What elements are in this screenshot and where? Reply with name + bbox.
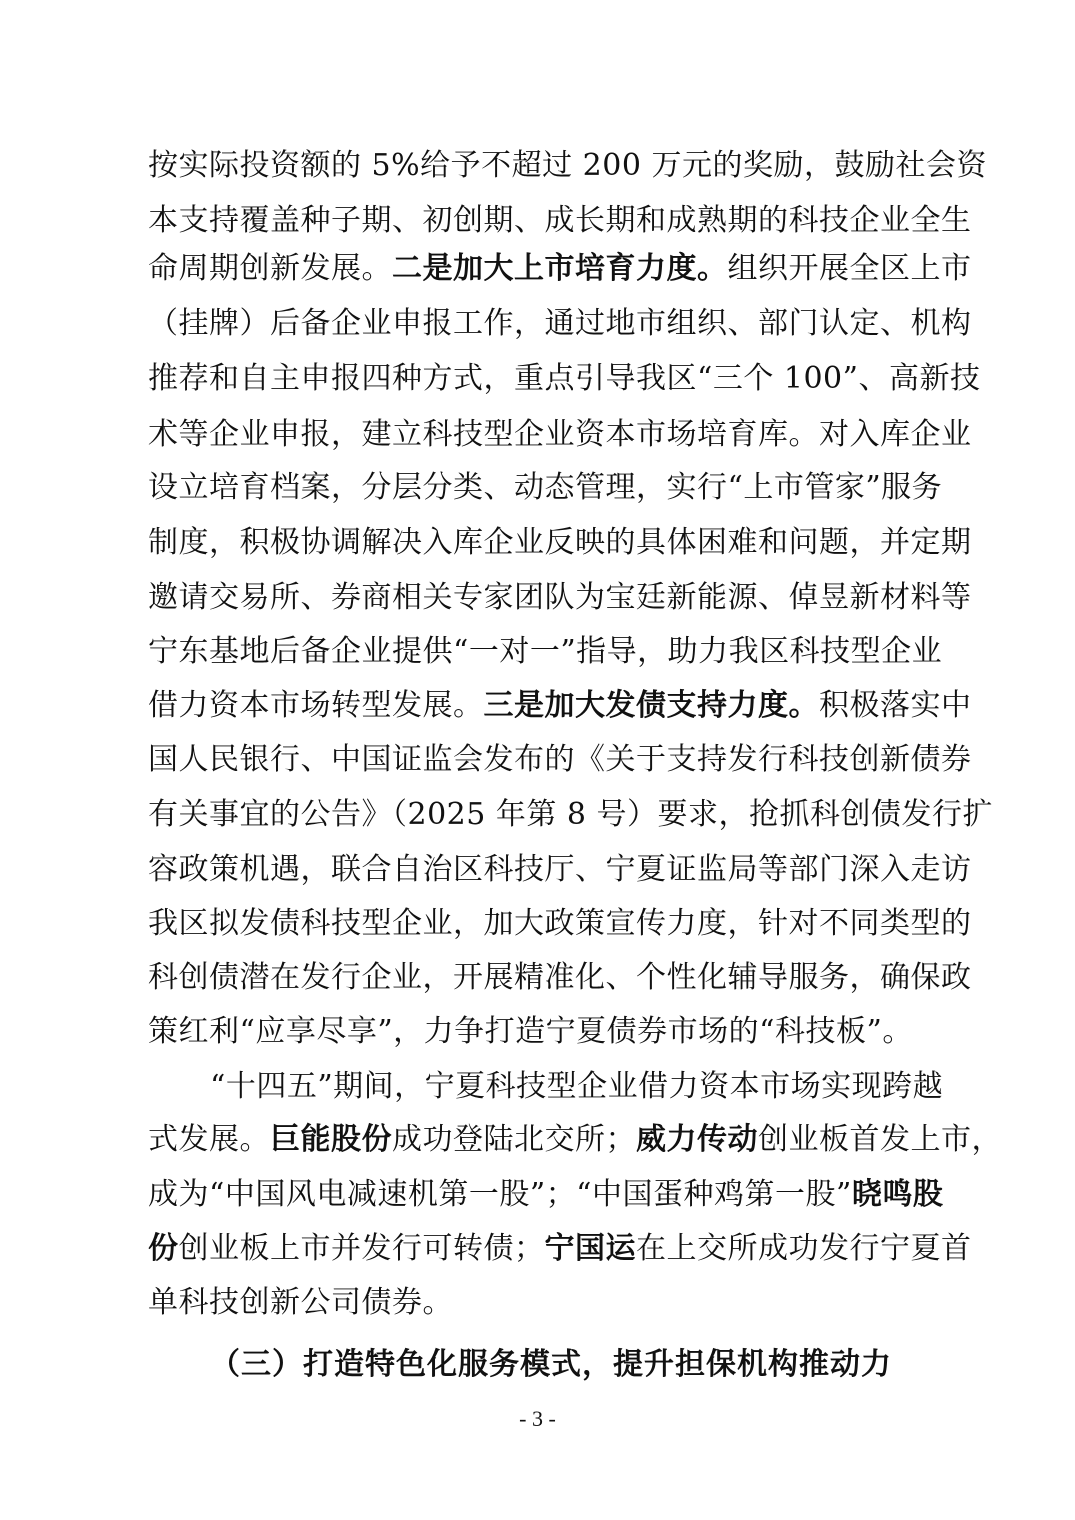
text-line: 我区拟发债科技型企业，加大政策宣传力度，针对不同类型的 [148, 906, 972, 941]
text-line: 本支持覆盖种子期、初创期、成长期和成熟期的科技企业全生 [148, 203, 972, 238]
text-line: 术等企业申报，建立科技型企业资本市场培育库。对入库企业 [148, 417, 972, 452]
company-name: 威力传动 [636, 1122, 758, 1157]
company-name: 份 [148, 1231, 179, 1266]
text-line: 容政策机遇，联合自治区科技厅、宁夏证监局等部门深入走访 [148, 852, 972, 887]
text-line: 式发展。巨能股份成功登陆北交所；威力传动创业板首发上市， [148, 1122, 1002, 1157]
text-line: 成为“中国风电减速机第一股”；“中国蛋种鸡第一股”晓鸣股 [148, 1177, 944, 1212]
text-line: 份创业板上市并发行可转债；宁国运在上交所成功发行宁夏首 [148, 1231, 972, 1266]
text-line: 设立培育档案，分层分类、动态管理，实行“上市管家”服务 [148, 470, 943, 505]
company-name: 巨能股份 [270, 1122, 392, 1157]
text-line: 国人民银行、中国证监会发布的《关于支持发行科技创新债券 [148, 742, 972, 777]
text-line: 单科技创新公司债券。 [148, 1285, 453, 1320]
bold-lead-phrase: 二是加大上市培育力度。 [392, 251, 728, 286]
text-line: 制度，积极协调解决入库企业反映的具体困难和问题，并定期 [148, 525, 972, 560]
text-line: 命周期创新发展。二是加大上市培育力度。组织开展全区上市 [148, 251, 972, 286]
page-number: - 3 - [519, 1406, 556, 1431]
text-line: （挂牌）后备企业申报工作，通过地市组织、部门认定、机构 [148, 306, 972, 341]
text-line: 宁东基地后备企业提供“一对一”指导，助力我区科技型企业 [148, 634, 943, 669]
text-line: 科创债潜在发行企业，开展精准化、个性化辅导服务，确保政 [148, 960, 972, 995]
text-line: “十四五”期间，宁夏科技型企业借力资本市场实现跨越 [210, 1069, 944, 1104]
text-line: 策红利“应享尽享”，力争打造宁夏债券市场的“科技板”。 [148, 1014, 913, 1049]
bold-lead-phrase: 三是加大发债支持力度。 [483, 688, 819, 723]
text-line: 按实际投资额的 5%给予不超过 200 万元的奖励，鼓励社会资 [148, 148, 987, 183]
section-heading: （三）打造特色化服务模式，提升担保机构推动力 [210, 1347, 892, 1382]
text-line: 推荐和自主申报四种方式，重点引导我区“三个 100”、高新技 [148, 361, 981, 396]
text-line: 邀请交易所、券商相关专家团队为宝廷新能源、倬昱新材料等 [148, 580, 972, 615]
company-name: 晓鸣股 [851, 1177, 944, 1212]
text-line: 借力资本市场转型发展。三是加大发债支持力度。积极落实中 [148, 688, 972, 723]
text-line: 有关事宜的公告》（2025 年第 8 号）要求，抢抓科创债发行扩 [148, 797, 994, 832]
company-name: 宁国运 [544, 1231, 636, 1266]
